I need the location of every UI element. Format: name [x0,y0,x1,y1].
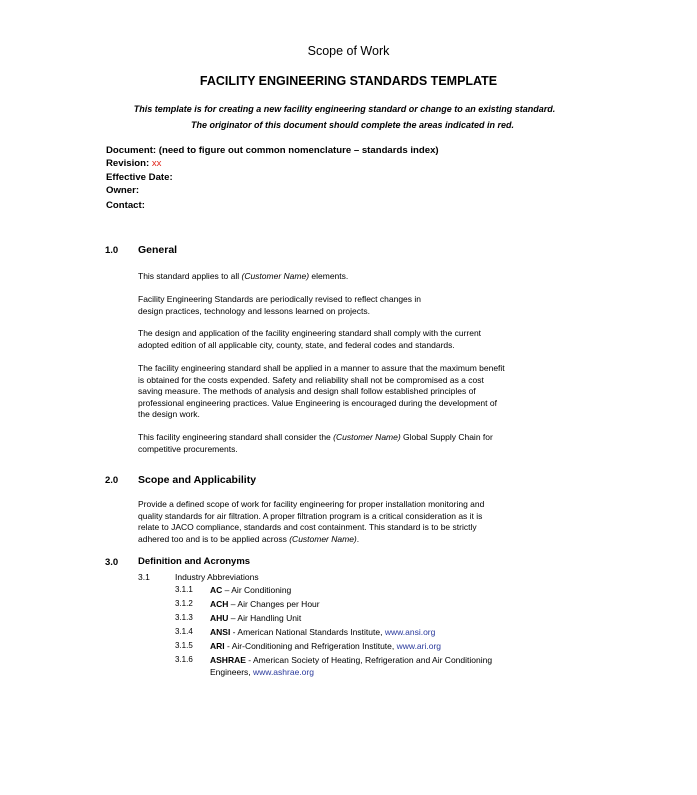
abbr-term: ANSI [210,627,231,637]
section-number-scope: 2.0 [105,475,119,486]
revision-label: Revision: [106,158,150,169]
scope-paragraph [138,499,578,545]
general-paragraph-1 [138,271,578,283]
text-run: Global Supply Chain for [400,432,493,442]
owner-field: Owner: [106,185,140,196]
abbr-number: 3.1.3 [175,613,193,622]
revision-value: xx [151,158,162,169]
abbr-item-ach [210,598,570,610]
customer-name-placeholder: (Customer Name) [289,533,357,544]
subsection-number: 3.1 [138,572,150,582]
ashrae-link[interactable]: www.ashrae.org [253,667,314,677]
text-run: This standard applies to all [138,271,242,281]
ari-link[interactable]: www.ari.org [396,641,442,651]
revision-field [106,157,161,171]
abbr-item-ac [210,584,570,596]
text-line: saving measure. The methods of analysis and design shall follow established principles of [138,386,476,396]
section-title-definitions: Definition and Acronyms [138,556,251,567]
text-line [210,666,570,678]
text-run: Engineers, [210,667,253,677]
general-paragraph-3 [138,328,578,351]
abbr-definition: – Air Handling Unit [228,613,302,623]
text-run: This facility engineering standard shall consider the [138,432,334,442]
contact-field: Contact: [106,200,145,211]
abbr-item-ari [210,640,570,652]
abbr-item-ashrae [210,654,570,678]
intro-line-2: The originator of this document should complete the areas indicated in red. [190,120,515,130]
document-field: Document: (need to figure out common nomenclature – standards index) [106,145,439,156]
abbr-term: ASHRAE [210,655,246,665]
abbr-definition: - American National Standards Institute, [230,627,385,637]
abbr-number: 3.1.6 [175,655,193,664]
text-line: the design work. [138,409,200,419]
text-line: adopted edition of all applicable city, county, state, and federal codes and standards. [138,339,455,350]
text-line [138,432,578,444]
abbr-term: AHU [210,613,229,623]
text-line: professional engineering practices. Value Engineering is encouraged during the development of [138,397,497,408]
abbr-term: AC [210,585,223,595]
customer-name-placeholder: (Customer Name) [241,271,310,281]
ansi-link[interactable]: www.ansi.org [384,627,436,637]
text-line: design practices, technology and lessons learned on projects. [138,305,371,316]
section-title-general: General [138,244,178,256]
section-number-definitions: 3.0 [105,557,119,568]
page-title: Scope of Work [307,44,390,58]
text-line: competitive procurements. [138,443,238,454]
text-line: quality standards for air filtration. A proper filtration program is a critical consideration as it is [138,510,483,521]
customer-name-placeholder: (Customer Name) [333,432,401,442]
abbr-item-ansi [210,626,570,638]
abbr-number: 3.1.1 [175,585,193,594]
abbr-definition: – Air Changes per Hour [228,599,320,609]
text-line: Facility Engineering Standards are periodically revised to reflect changes in [138,294,422,304]
abbr-definition: – Air Conditioning [222,585,292,595]
effective-date-field: Effective Date: [106,172,173,183]
abbr-definition: - Air-Conditioning and Refrigeration Institute, [224,641,397,651]
text-line: is obtained for the costs expended. Safety and reliability shall not be compromised as a cost [138,374,484,385]
text-line: The design and application of the facility engineering standard shall comply with the current [138,328,482,338]
text-line [210,654,570,666]
template-title: FACILITY ENGINEERING STANDARDS TEMPLATE [199,74,498,88]
abbr-item-ahu [210,612,570,624]
general-paragraph-2 [138,294,578,317]
abbr-definition: - American Society of Heating, Refrigeration and Air Conditioning [245,655,493,665]
abbr-term: ACH [210,599,229,609]
subsection-title: Industry Abbreviations [175,572,259,582]
text-line [138,534,578,546]
text-run: adhered too and is to be applied across [138,533,290,544]
text-line: Provide a defined scope of work for facility engineering for proper installation monitoring and [138,499,485,509]
text-line: relate to JACO compliance, standards and cost containment. This standard is to be strictly [138,522,477,532]
intro-line-1: This template is for creating a new facility engineering standard or change to an existing standard. [133,104,556,114]
text-run: . [356,533,360,544]
general-paragraph-4 [138,363,578,421]
general-paragraph-5 [138,432,578,455]
section-number-general: 1.0 [105,245,119,256]
section-title-scope: Scope and Applicability [138,474,257,486]
abbr-number: 3.1.2 [175,599,193,608]
text-line: The facility engineering standard shall be applied in a manner to assure that the maximum benefit [138,363,505,373]
abbr-number: 3.1.4 [175,627,193,636]
abbr-term: ARI [210,641,225,651]
text-run: elements. [309,271,349,281]
abbr-number: 3.1.5 [175,641,193,650]
